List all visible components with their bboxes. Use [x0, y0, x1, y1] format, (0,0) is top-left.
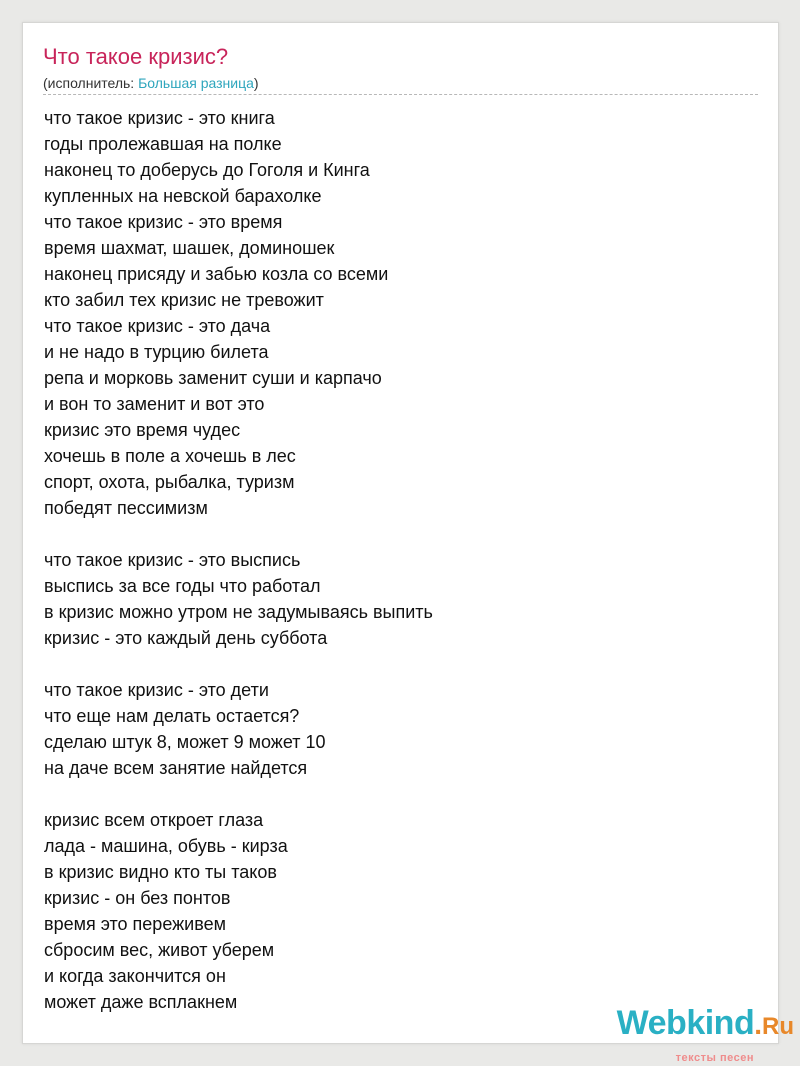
title-divider	[43, 94, 758, 95]
lyric-line: в кризис можно утром не задумываясь выпить	[44, 602, 433, 622]
lyrics-stanza	[44, 105, 764, 521]
lyric-line: сбросим вес, живот уберем	[44, 940, 275, 960]
lyric-line: купленных на невской барахолке	[44, 186, 322, 206]
site-logo[interactable]	[617, 1006, 794, 1040]
lyric-line: что еще нам делать остается?	[44, 706, 300, 726]
lyric-line: кто забил тех кризис не тревожит	[44, 290, 324, 310]
lyric-line: что такое кризис - это время	[44, 212, 283, 232]
lyric-line: репа и морковь заменит суши и карпачо	[44, 368, 382, 388]
lyric-line: кризис - он без понтов	[44, 888, 231, 908]
lyric-line: спорт, охота, рыбалка, туризм	[44, 472, 295, 492]
lyric-line: на даче всем занятие найдется	[44, 758, 308, 778]
artist-line	[43, 74, 259, 92]
lyric-line: что такое кризис - это дети	[44, 680, 269, 700]
lyrics-stanza	[44, 547, 764, 651]
lyrics-stanza	[44, 677, 764, 781]
song-title: Что такое кризис?	[43, 44, 229, 69]
lyric-line: кризис - это каждый день суббота	[44, 628, 328, 648]
lyric-line: выспись за все годы что работал	[44, 576, 321, 596]
lyric-line: и вон то заменит и вот это	[44, 394, 265, 414]
lyric-line: кризис всем откроет глаза	[44, 810, 264, 830]
lyric-line: время это переживем	[44, 914, 226, 934]
lyric-line: и когда закончится он	[44, 966, 226, 986]
lyric-line: годы пролежавшая на полке	[44, 134, 282, 154]
lyric-line: что такое кризис - это дача	[44, 316, 271, 336]
artist-link[interactable]: Большая разница	[138, 75, 254, 91]
lyric-line: что такое кризис - это выспись	[44, 550, 301, 570]
artist-prefix: (исполнитель:	[43, 75, 139, 91]
lyric-line: победят пессимизм	[44, 498, 208, 518]
lyric-line: кризис это время чудес	[44, 420, 241, 440]
lyrics-body	[44, 105, 764, 1015]
lyric-line: наконец то доберусь до Гоголя и Кинга	[44, 160, 370, 180]
lyric-line: сделаю штук 8, может 9 может 10	[44, 732, 326, 752]
lyrics-stanza	[44, 807, 764, 1015]
logo-tld: Ru	[762, 1013, 794, 1040]
lyric-line: хочешь в поле а хочешь в лес	[44, 446, 296, 466]
lyric-line: может даже всплакнем	[44, 992, 238, 1012]
lyric-line: наконец присяду и забью козла со всеми	[44, 264, 389, 284]
lyric-line: в кризис видно кто ты таков	[44, 862, 277, 882]
logo-name: Webkind	[616, 1004, 755, 1042]
lyric-line: лада - машина, обувь - кирза	[44, 836, 288, 856]
logo-tagline: тексты песен	[675, 1052, 754, 1064]
artist-suffix: )	[253, 75, 259, 91]
logo-dot: .	[754, 1009, 762, 1040]
lyric-line: время шахмат, шашек, доминошек	[44, 238, 335, 258]
lyrics-page	[22, 22, 779, 1044]
lyric-line: что такое кризис - это книга	[44, 108, 275, 128]
lyric-line: и не надо в турцию билета	[44, 342, 269, 362]
